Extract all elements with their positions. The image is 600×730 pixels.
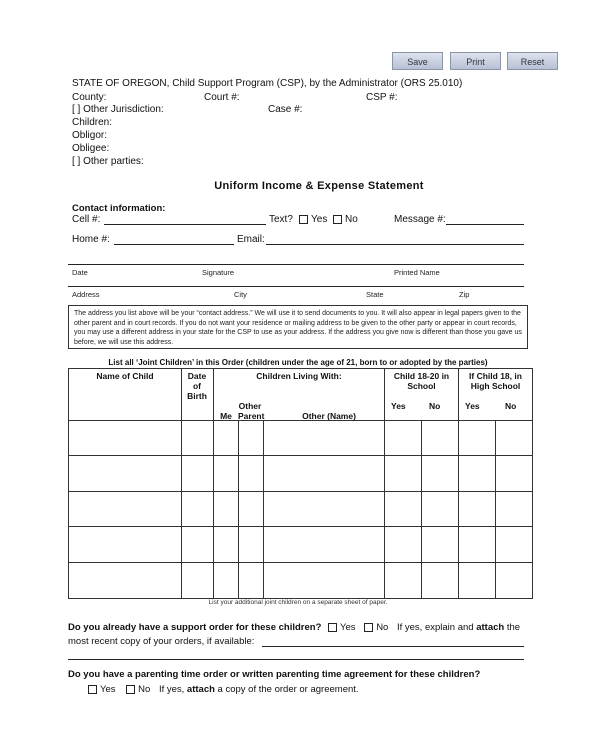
col-name-text: Name of Child	[96, 371, 154, 381]
q2-follow-text: If yes,	[158, 684, 187, 695]
case-label: Case #:	[268, 104, 303, 115]
print-button[interactable]: Print	[450, 52, 501, 70]
col-school-text: Child 18-20 in School	[393, 371, 450, 391]
court-label: Court #:	[204, 92, 240, 103]
message-label: Message #:	[394, 214, 446, 225]
obligee-label: Obligee:	[72, 143, 110, 154]
children-table	[68, 368, 533, 599]
q1-yes[interactable]	[328, 622, 356, 633]
school-no-text: No	[429, 401, 441, 411]
parenting-time-question: Do you have a parenting time order or written parenting time agreement for these children?	[68, 669, 481, 680]
q2-follow-text-2: a copy of the order or agreement.	[214, 684, 359, 695]
q1-attach-text: attach	[476, 622, 505, 633]
col-me-text: Me	[220, 411, 232, 421]
col-school-header	[385, 369, 459, 421]
checkbox-icon	[126, 685, 135, 694]
checkbox-icon	[333, 215, 342, 224]
table-footnote: List your additional joint children on a separate sheet of paper.	[208, 599, 388, 606]
save-button[interactable]: Save	[392, 52, 443, 70]
q1-line2: most recent copy of your orders, if available:	[68, 636, 255, 647]
q2-no-label: No	[138, 684, 151, 695]
cell-label: Cell #:	[72, 214, 101, 225]
col-living-text: Children Living With:	[256, 371, 342, 381]
q1-follow-text: If yes, explain and	[396, 622, 477, 633]
high-no-text: No	[505, 401, 517, 411]
q1-follow-text-2: the	[504, 622, 521, 633]
q2-options	[88, 684, 359, 695]
text-yes-label: Yes	[311, 214, 328, 225]
support-order-question	[68, 622, 520, 633]
col-living-header	[214, 369, 385, 421]
cell-field[interactable]	[104, 224, 266, 225]
email-field[interactable]	[266, 244, 524, 245]
email-label: Email:	[237, 234, 265, 245]
q1-yes-label: Yes	[340, 622, 356, 633]
col-other-parent-text: Other Parent	[238, 401, 265, 421]
col-high-header	[459, 369, 533, 421]
other-jurisdiction-label[interactable]: [ ] Other Jurisdiction:	[72, 104, 164, 115]
printed-name-label: Printed Name	[394, 268, 440, 277]
header-line: STATE OF OREGON, Child Support Program (CSP), by the Administrator (ORS 25.010)	[72, 78, 463, 89]
q2-yes[interactable]	[88, 684, 116, 695]
q1-answer-field[interactable]	[262, 646, 524, 647]
q1-no[interactable]	[364, 622, 388, 633]
date-label: Date	[72, 268, 88, 277]
col-other-text: Other (Name)	[302, 411, 356, 421]
high-yes-text: Yes	[465, 401, 480, 411]
zip-label: Zip	[459, 290, 470, 299]
checkbox-icon	[88, 685, 97, 694]
text-no[interactable]	[333, 214, 358, 225]
table-row[interactable]	[69, 563, 533, 599]
signature-label: Signature	[202, 268, 235, 277]
reset-button[interactable]: Reset	[507, 52, 558, 70]
address-line[interactable]	[68, 286, 524, 287]
home-field[interactable]	[114, 244, 234, 245]
city-label: City	[234, 290, 247, 299]
school-yes-text: Yes	[391, 401, 406, 411]
col-dob-text: Date of Birth	[187, 371, 207, 401]
home-label: Home #:	[72, 234, 110, 245]
text-yes[interactable]	[299, 214, 327, 225]
col-dob-header	[182, 369, 214, 421]
obligor-label: Obligor:	[72, 130, 108, 141]
checkbox-icon	[328, 623, 337, 632]
address-label: Address	[72, 290, 100, 299]
col-high-text: If Child 18, in High School	[469, 371, 522, 391]
page-title: Uniform Income & Expense Statement	[214, 180, 424, 192]
table-caption: List all ‘Joint Children’ in this Order (children under the age of 21, born to or adopted by the parties)	[108, 358, 488, 367]
q1-answer-field-2[interactable]	[68, 659, 524, 660]
text-label: Text?	[269, 214, 293, 225]
text-no-label: No	[345, 214, 358, 225]
other-parties-label[interactable]: [ ] Other parties:	[72, 156, 144, 167]
q1-no-label: No	[376, 622, 389, 633]
children-label: Children:	[72, 117, 113, 128]
signature-line[interactable]	[68, 264, 524, 265]
q2-attach-text: attach	[186, 684, 215, 695]
table-row[interactable]	[69, 527, 533, 563]
q2-yes-label: Yes	[100, 684, 116, 695]
state-label: State	[366, 290, 384, 299]
col-name-header	[69, 369, 182, 421]
table-row[interactable]	[69, 421, 533, 456]
county-label: County:	[72, 92, 107, 103]
csp-label: CSP #:	[366, 92, 398, 103]
q2-no[interactable]	[126, 684, 150, 695]
contact-address-notice: The address you list above will be your “contact address.” We will use it to send documents to you. It will also appear in legal papers given to the other parent and in court records. If you do not want your residence or mailing address to be given to the other party or appear in court records, you may use a different address in your state for the CSP to use as your address. If the address you give now is different than those you gave us before, we will use this address.	[68, 305, 528, 349]
checkbox-icon	[364, 623, 373, 632]
checkbox-icon	[299, 215, 308, 224]
table-row[interactable]	[69, 492, 533, 527]
table-row[interactable]	[69, 456, 533, 492]
message-field[interactable]	[446, 224, 524, 225]
q1-text: Do you already have a support order for these children?	[68, 622, 322, 633]
contact-heading: Contact information:	[72, 203, 166, 214]
